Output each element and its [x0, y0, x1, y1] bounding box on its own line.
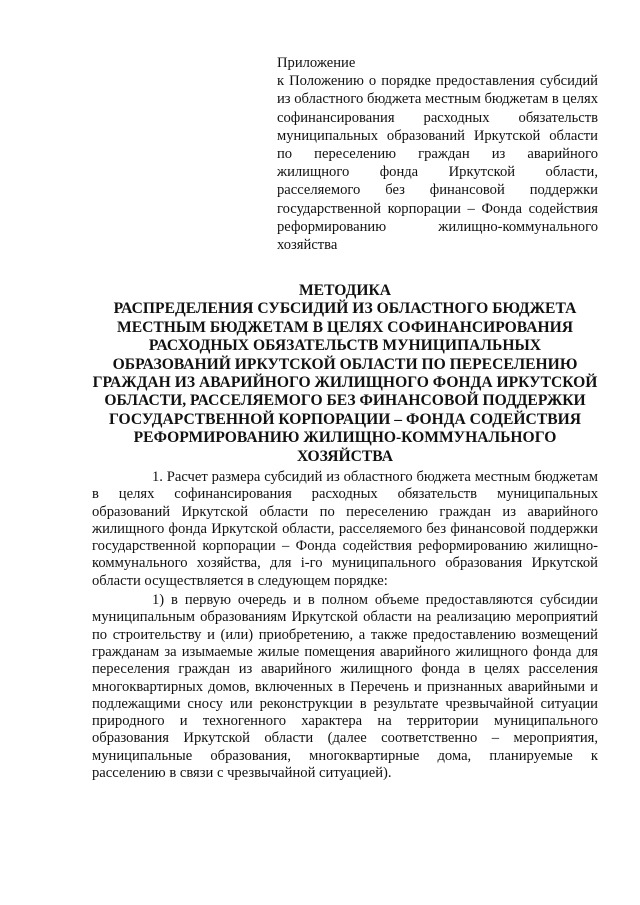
title-line: МЕТОДИКА: [298, 282, 392, 299]
title-line: ОБРАЗОВАНИЙ ИРКУТСКОЙ ОБЛАСТИ ПО ПЕРЕСЕЛЕНИЮ: [112, 355, 578, 373]
title-line: ГРАЖДАН ИЗ АВАРИЙНОГО ЖИЛИЩНОГО ФОНДА ИРКУТСКОЙ: [92, 374, 598, 392]
title-line: РАСХОДНЫХ ОБЯЗАТЕЛЬСТВ МУНИЦИПАЛЬНЫХ: [148, 337, 542, 355]
paragraph-1: 1. Расчет размера субсидий из областного бюджета местным бюджетам в целях софинансирования расходных обязательств муниципальных образований Иркутской области по переселению граждан из аварийного жилищного фонда Иркутской области, расселяемого без финансовой поддержки государственной корпорации – Фонда содействия реформированию жилищно-коммунального хозяйства, для i-го муниципального образования Иркутской области осуществляется в следующем порядке:: [92, 469, 598, 589]
title-line: ОБЛАСТИ, РАССЕЛЯЕМОГО БЕЗ ФИНАНСОВОЙ ПОДДЕРЖКИ: [104, 392, 586, 410]
appendix-label: Приложение: [277, 55, 356, 71]
paragraph-2: 1) в первую очередь и в полном объеме предоставляются субсидии муниципальным образованиям Иркутской области на реализацию мероприятий по строительству и (или) приобретению, а также предоставлению возмещений гражданам за изымаемые жилые помещения аварийного жилищного фонда для переселения граждан из аварийного жилищного фонда в целях расселения многоквартирных домов, включенных в Перечень и признанных аварийными и подлежащими сносу или реконструкции в результате чрезвычайной ситуации природного и техногенного характера на территории муниципального образования Иркутской области (далее соответственно – мероприятия, муниципальные образования, многоквартирные дома, планируемые к расселению в связи с чрезвычайной ситуацией).: [92, 592, 598, 782]
document-title: [92, 282, 598, 466]
title-line: ГОСУДАРСТВЕННОЙ КОРПОРАЦИИ – ФОНДА СОДЕЙСТВИЯ: [108, 410, 582, 428]
title-line: МЕСТНЫМ БЮДЖЕТАМ В ЦЕЛЯХ СОФИНАНСИРОВАНИЯ: [116, 318, 574, 336]
document-body: [92, 469, 598, 782]
title-line: РЕФОРМИРОВАНИЮ ЖИЛИЩНО-КОММУНАЛЬНОГО: [133, 429, 557, 447]
appendix-note: [277, 54, 598, 254]
title-line: РАСПРЕДЕЛЕНИЯ СУБСИДИЙ ИЗ ОБЛАСТНОГО БЮДЖЕТА: [113, 300, 577, 318]
appendix-body: к Положению о порядке предоставления субсидий из областного бюджета местным бюджетам в целях софинансирования расходных обязательств муниципальных образований Иркутской области по переселению граждан из аварийного жилищного фонда Иркутской области, расселяемого без финансовой поддержки государственной корпорации – Фонда содействия реформированию жилищно-коммунального хозяйства: [277, 73, 598, 254]
title-line: ХОЗЯЙСТВА: [297, 447, 393, 465]
